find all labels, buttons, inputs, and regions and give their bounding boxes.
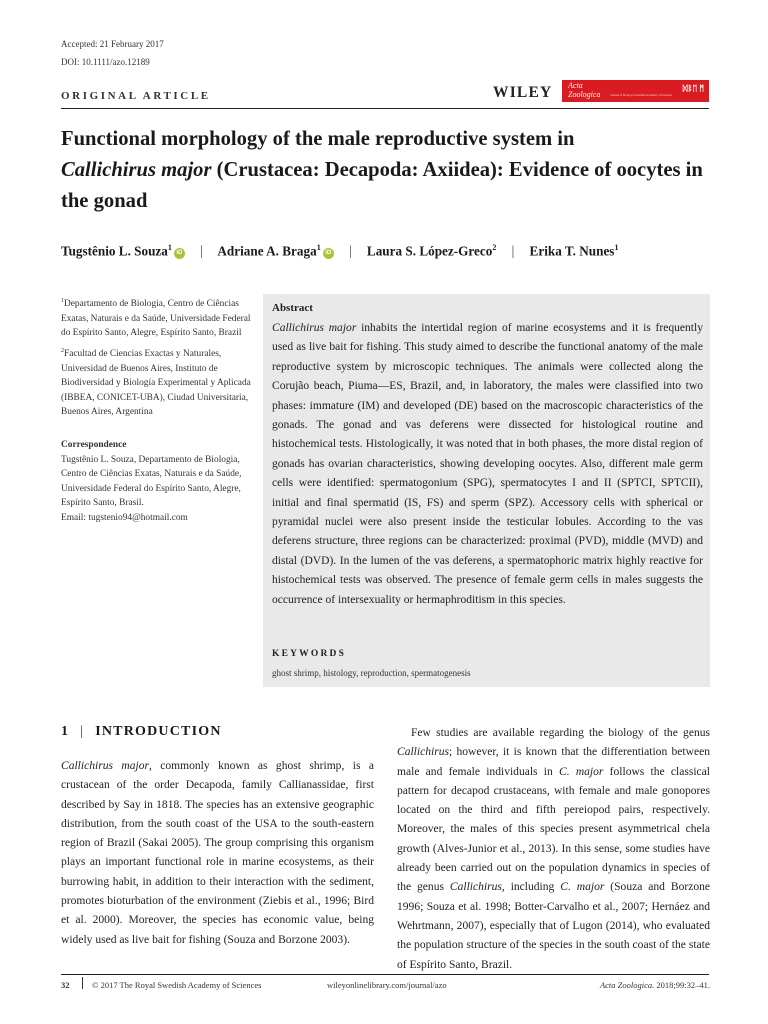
author-separator: | [348,243,352,259]
intro-text: , commonly known as ghost shrimp, is a crustacean of the order Decapoda, family Callianassidae, first described by Say in 1818. The species has an extensive geographic distribution, from the south coast of the USA to the south-eastern region of Brazil (Sakai 2005). The group comprising this organism plays an important functional role in marine ecosystems, as their burrowing habit, in addition to their interaction with the sediment, promotes bioturbation of the environment (Ziebis et al., 1996; Bird et al. 2000). Moreover, the species has economic value, being widely used as live bait for fishing (Souza and Borzone 2003). [61,760,374,946]
keywords-heading: KEYWORDS [272,649,347,659]
abstract-text [272,319,703,610]
citation-journal: Acta Zoologica. [599,980,655,990]
intro-text: (Souza and Borzone 1996; Souza et al. 1998; Botter-Carvalho et al., 2007; Hernáez and Wehrtmann, 2007), especially that of Lugon (2014), who evaluated the population structure of the species in the south coast of the state of Espírito Santo, Brazil. [397,881,711,971]
intro-text: follows the classical pattern for decapod crustaceans, with female and male gonopores located on the third and fifth pereiopod pairs, respectively. Moreover, the males of this species present asymmetrical chela growth (Alves-Junior et al., 2013). In this sense, some studies have already been carried out on the population dynamics in species of the genus [397,765,710,894]
intro-text: ; however, it is known that the differentiation between male and female individuals in [397,746,710,778]
orcid-icon[interactable]: iD [323,248,334,259]
intro-species: Callichirus major [61,760,149,772]
section-heading [61,724,222,740]
section-separator: | [80,724,85,739]
journal-logo-banner [562,80,709,102]
article-title [61,124,711,217]
intro-paragraph-right [397,724,710,975]
affiliation-text: Departamento de Biologia, Centro de Ciências Exatas, Naturais e da Saúde, Universidade Federal do Espírito Santo, Alegre, Espírito Santo, Brazil [61,299,251,339]
abstract-heading: Abstract [272,302,313,314]
author-affiliation-number: 1 [167,243,172,252]
affiliation [61,344,251,420]
intro-text: , including [501,881,561,894]
species-name: C. major [559,765,604,778]
abstract-body: inhabits the intertidal region of marine ecosystems and it is frequently used as live bait for fishing. This study aimed to describe the functional anatomy of the male reproductive system by microscopic techniques. The animals were collected along the Corujão beach, Piuma—ES, Brazil, and, in laboratory, the males were classified into two phases: immature (IM) and developed (DE) based on the macroscopic characteristics of the gonads. The gonad and vas deferens were dissected for histological routine and histochemical tests. Histologically, it was noted that in both phases, the more distal region of gonads has ovarian characteristics, showing developing oocytes. Also, different male germ cells were identified: spermatogonium (SPG), spermatocytes I and II (SPTCI, SPTCII), initial and final spermatid (IS, FS) and sperm (SPZ). Accessory cells with spherical or pyramidal nuclei were also present inside the testicular lobules. According to the vas deferens structure, three regions can be characterized: proximal (PVD), middle (MVD) and distal (DVD). In the lumen of the vas deferens, a spermatophoric matrix highly reactive for histochemical tests was observed. The presence of female germ cells in males suggests the occurrence of intersexuality or hermaphroditism in this species. [272,322,703,606]
author-separator: | [200,243,203,259]
journal-mark: ᛞᛒᛖ ᛗ [682,84,704,93]
title-species: Callichirus major [61,159,212,181]
article-type-label: ORIGINAL ARTICLE [61,90,211,102]
journal-url-link[interactable]: wileyonlinelibrary.com/journal/azo [327,980,447,990]
author-name[interactable]: Tugstênio L. Souza [61,243,168,259]
publisher-logo: WILEY [493,84,553,101]
section-title: INTRODUCTION [95,724,222,739]
species-name: C. major [560,881,605,894]
author-list [61,243,721,259]
genus-name: Callichirus [397,746,449,759]
copyright-notice: © 2017 The Royal Swedish Academy of Sciences [92,980,262,990]
intro-paragraph-left [61,757,374,950]
affiliation-number: 2 [61,347,64,354]
correspondence-text: Tugstênio L. Souza, Departamento de Biologia, Centro de Ciências Exatas, Naturais e da Saúde, Universidade Federal do Espírito Santo, Alegre, Espírito Santo, Brasil. [61,454,242,509]
author-separator: | [511,243,515,259]
accepted-date: Accepted: 21 February 2017 [61,39,164,49]
affiliations-column [61,294,251,526]
correspondence-email[interactable]: Email: tugstenio94@hotmail.com [61,512,188,523]
header-divider [61,108,709,109]
title-part2: (Crustacea: Decapoda: Axiidea): Evidence of oocytes in the gonad [61,159,703,212]
author-affiliation-number: 1 [316,243,321,252]
affiliation-text: Facultad de Ciencias Exactas y Naturales, Universidad de Buenos Aires, Instituto de Biodiversidad y Biología Experimental y Aplicada (IBBEA, CONICET-UBA), Ciudad Universitaria, Buenos Aires, Argentina [61,349,251,418]
footer-separator [82,977,83,989]
author-affiliation-number: 1 [614,243,619,252]
author-name[interactable]: Laura S. López-Greco [366,243,493,259]
affiliation-number: 1 [61,298,64,304]
doi: DOI: 10.1111/azo.12189 [61,57,150,67]
author-affiliation-number: 2 [492,243,497,252]
genus-name: Callichirus [449,881,502,894]
affiliation [61,294,251,341]
correspondence-heading: Correspondence [61,440,127,450]
section-number: 1 [61,724,70,739]
citation-volume: 2018;99:32–41. [656,980,710,990]
footer-divider [61,974,709,975]
author-name[interactable]: Erika T. Nunes [529,243,615,259]
keywords-list: ghost shrimp, histology, reproduction, spermatogenesis [272,668,471,678]
title-part1: Functional morphology of the male reproductive system in [61,128,575,150]
author-name[interactable]: Adriane A. Braga [217,243,317,259]
abstract-box [263,294,710,687]
journal-name: Acta Zoologica [568,81,601,99]
citation [600,980,710,990]
intro-text: Few studies are available regarding the biology of the genus [411,727,710,739]
page-number: 32 [61,980,70,990]
abstract-species: Callichirus major [272,322,357,334]
journal-subtitle: Journal of the Royal Swedish Academy of Sciences [610,93,672,97]
orcid-icon[interactable]: iD [174,248,185,259]
